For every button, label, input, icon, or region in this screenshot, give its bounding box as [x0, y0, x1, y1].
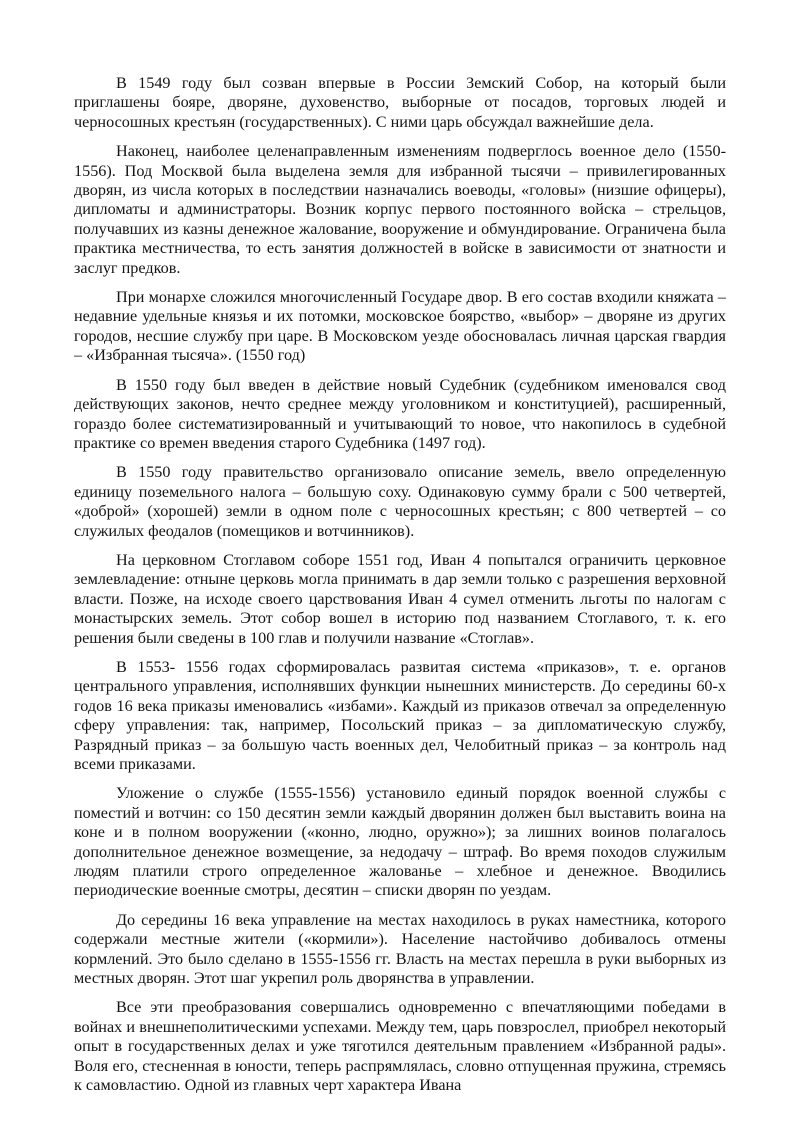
paragraph-local-government: До середины 16 века управление на местах находилось в руках наместника, которого содержали местные жители («кормили»). Население настойчиво добивалось отмены кормлений. Это было сделано в 1555-1556 гг. Власть на местах перешла в руки выборных из местных дворян. Этот шаг укрепил роль дворянства в управлении.: [74, 910, 726, 988]
paragraph-land-tax: В 1550 году правительство организовало описание земель, ввело определенную единицу поземельного налога – большую соху. Одинаковую сумму брали с 500 четвертей, «доброй» (хорошей) земли в одном поле с черносошных крестьян; с 800 четвертей – со служилых феодалов (помещиков и вотчинников).: [74, 463, 726, 540]
paragraph-zemsky-sobor: В 1549 году был созван впервые в России Земский Собор, на который были приглашены бояре, дворяне, духовенство, выборные от посадов, торговых людей и черносошных крестьян (государственных). С ними царь обсуждал важнейшие дела.: [74, 74, 726, 131]
paragraph-service-code: Уложение о службе (1555-1556) установило единый порядок военной службы с поместий и вотчин: со 150 десятин земли каждый дворянин должен был выставить воина на коне и в полном вооружении («конно, людно, оружно»); за лишних воинов полагалось дополнительное денежное возмещение, за недодачу – штраф. Во время походов служилым людям платили строго определенное жалованье – хлебное и денежное. Вводились периодические военные смотры, десятин – списки дворян по уездам.: [74, 784, 726, 900]
paragraph-sudebnik: В 1550 году был введен в действие новый Судебник (судебником именовался свод действующих законов, нечто среднее между уголовником и конституцией), расширенный, гораздо более систематизированный и учитывающий то новое, что накопилось в судебной практике со времен введения старого Судебника (1497 год).: [74, 375, 726, 452]
paragraph-tsar-matured: Все эти преобразования совершались одновременно с впечатляющими победами в войнах и внешнеполитическими успехами. Между тем, царь повзрослел, приобрел некоторый опыт в государственных делах и уже тяготился деятельным правлением «Избранной рады». Воля его, стесненная в юности, теперь распрямлялась, словно отпущенная пружина, стремясь к самовластию. Одной из главных черт характера Ивана: [74, 998, 726, 1095]
paragraph-stoglav-council: На церковном Стоглавом соборе 1551 год, Иван 4 попытался ограничить церковное землевладение: отныне церковь могла принимать в дар земли только с разрешения верховной власти. Позже, на исходе своего царствования Иван 4 сумел отменить льготы по налогам с монастырских земель. Этот собор вошел в историю под названием Стоглавого, т. к. его решения были сведены в 100 глав и получили название «Стоглав».: [74, 550, 726, 647]
paragraph-sovereign-court: При монархе сложился многочисленный Государе двор. В его состав входили княжата – недавние удельные князья и их потомки, московское боярство, «выбор» – дворяне из других городов, несшие службу при царе. В Московском уезде обосновалась личная царская гвардия – «Избранная тысяча». (1550 год): [74, 288, 726, 365]
paragraph-prikazy: В 1553- 1556 годах сформировалась развитая система «приказов», т. е. органов центрального управления, исполнявших функции нынешних министерств. До середины 60-х годов 16 века приказы именовались «избами». Каждый из приказов отвечал за определенную сферу управления: так, например, Посольский приказ – за дипломатическую службу, Разрядный приказ – за большую часть военных дел, Челобитный приказ – за контроль над всеми приказами.: [74, 657, 726, 773]
document-page: [74, 74, 726, 1106]
paragraph-military-reform: Наконец, наиболее целенаправленным изменениям подверглось военное дело (1550-1556). Под Москвой была выделена земля для избранной тысячи – привилегированных дворян, из числа которых в последствии назначались воеводы, «головы» (низшие офицеры), дипломаты и администраторы. Возник корпус первого постоянного войска – стрельцов, получавших из казны денежное жалование, вооружение и обмундирование. Ограничена была практика местничества, то есть занятия должностей в войске в зависимости от знатности и заслуг предков.: [74, 142, 726, 277]
